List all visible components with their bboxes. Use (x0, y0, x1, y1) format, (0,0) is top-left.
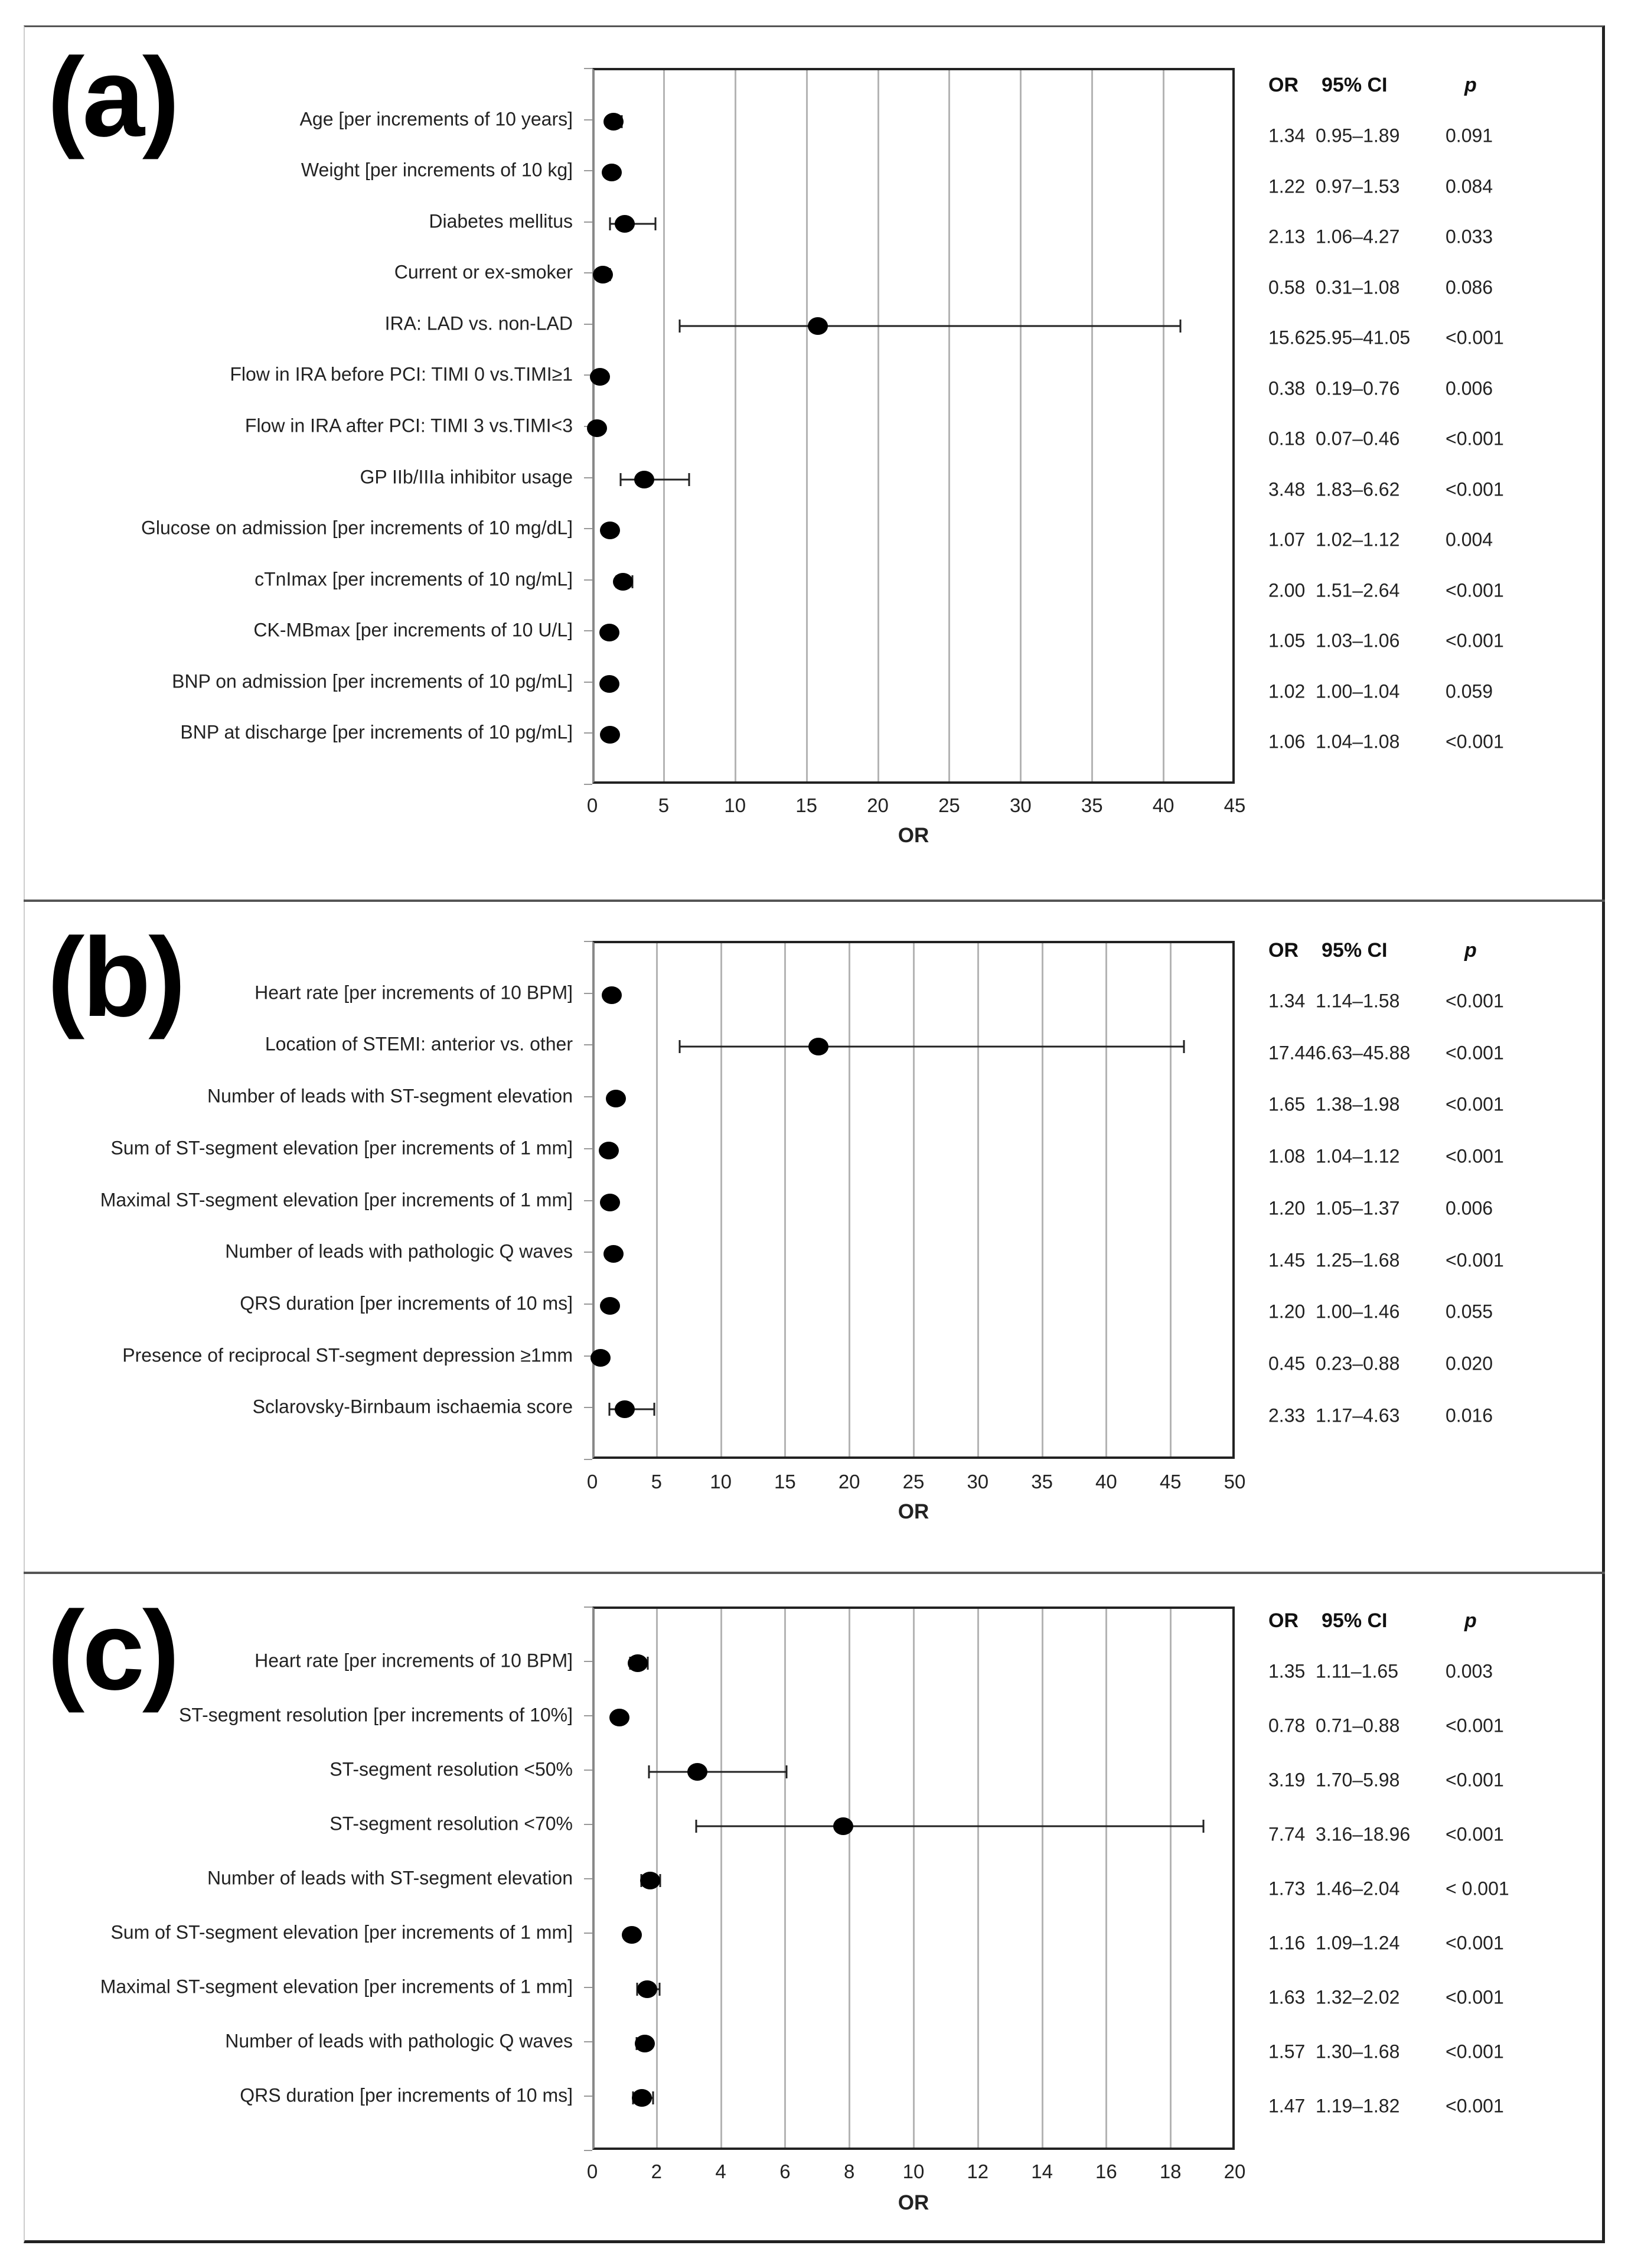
x-tick-label: 14 (1031, 2161, 1053, 2182)
or-value: 15.62 (1268, 327, 1316, 348)
gridline (1170, 943, 1172, 1456)
y-tick (584, 1044, 592, 1045)
y-tick (584, 528, 592, 529)
or-value: 2.33 (1268, 1405, 1306, 1426)
row-label: Weight [per increments of 10 kg] (301, 159, 573, 181)
y-tick (584, 941, 592, 942)
or-point-marker (600, 1194, 620, 1211)
y-tick (584, 170, 592, 171)
ci-cap (1203, 1820, 1205, 1833)
x-tick-label: 40 (1152, 794, 1174, 816)
y-tick (584, 993, 592, 994)
y-tick (584, 2096, 592, 2097)
y-tick (584, 1407, 592, 1408)
row-label: Location of STEMI: anterior vs. other (265, 1033, 573, 1055)
row-label: CK-MBmax [per increments of 10 U/L] (253, 619, 573, 641)
gridline (663, 70, 665, 781)
ci-cap (689, 473, 690, 486)
gridline (1170, 1609, 1172, 2148)
ci-value: 0.71–0.88 (1316, 1715, 1400, 1736)
or-point-marker (687, 1763, 707, 1781)
y-tick (584, 732, 592, 734)
p-value: 0.006 (1446, 377, 1493, 399)
y-tick (584, 221, 592, 223)
gridline (1042, 1609, 1043, 2148)
ci-cap (609, 217, 611, 230)
p-value: 0.059 (1446, 680, 1493, 702)
ci-cap (620, 473, 622, 486)
row-label: QRS duration [per increments of 10 ms] (240, 2084, 573, 2106)
row-label: Flow in IRA after PCI: TIMI 3 vs.TIMI<3 (244, 415, 573, 436)
ci-value: 1.19–1.82 (1316, 2095, 1400, 2117)
or-value: 1.02 (1268, 680, 1306, 702)
p-value: 0.016 (1446, 1405, 1493, 1426)
row-label: Glucose on admission [per increments of 10 mg/dL] (141, 517, 573, 539)
gridline (784, 1609, 786, 2148)
x-tick-label: 35 (1031, 1471, 1053, 1493)
y-tick (584, 1987, 592, 1988)
gridline (977, 943, 979, 1456)
x-tick-label: 10 (710, 1471, 732, 1493)
y-tick (584, 272, 592, 273)
or-point-marker (615, 1400, 635, 1418)
p-value: <0.001 (1446, 2041, 1504, 2062)
ci-value: 0.31–1.08 (1316, 276, 1400, 298)
y-tick (584, 1770, 592, 1771)
ci-cap (1180, 320, 1182, 333)
ci-value: 1.25–1.68 (1316, 1249, 1400, 1270)
p-value: <0.001 (1446, 327, 1504, 348)
ci-value: 1.32–2.02 (1316, 1986, 1400, 2008)
gridline (913, 1609, 915, 2148)
ci-value: 1.00–1.46 (1316, 1301, 1400, 1322)
or-point-marker (628, 1654, 648, 1672)
ci-value: 1.83–6.62 (1316, 478, 1400, 500)
x-tick-label: 12 (967, 2161, 989, 2182)
row-label: Number of leads with pathologic Q waves (225, 2030, 573, 2052)
plot-area (592, 68, 1235, 784)
y-tick (584, 630, 592, 631)
or-value: 3.19 (1268, 1769, 1306, 1791)
y-tick (584, 579, 592, 581)
panel-divider (24, 900, 1605, 902)
x-tick-label: 5 (658, 794, 670, 816)
ci-error-bar (649, 1771, 787, 1773)
p-value: <0.001 (1446, 1145, 1504, 1167)
p-value: <0.001 (1446, 1769, 1504, 1791)
row-label: Diabetes mellitus (429, 210, 573, 232)
p-value: 0.086 (1446, 276, 1493, 298)
row-label: cTnImax [per increments of 10 ng/mL] (255, 568, 573, 590)
or-value: 1.20 (1268, 1197, 1306, 1219)
panel-label: (c) (47, 1588, 178, 1713)
y-tick (584, 1824, 592, 1825)
gridline (1105, 1609, 1107, 2148)
table-header-or: OR (1268, 939, 1299, 962)
or-point-marker (808, 317, 828, 335)
row-label: BNP on admission [per increments of 10 pg/mL] (172, 670, 573, 692)
ci-cap (695, 1820, 697, 1833)
y-tick (584, 1878, 592, 1879)
or-value: 1.07 (1268, 529, 1306, 550)
or-point-marker (613, 573, 633, 591)
row-label: Sum of ST-segment elevation [per increments of 1 mm] (110, 1137, 573, 1159)
or-value: 7.74 (1268, 1823, 1306, 1845)
gridline (806, 70, 808, 781)
or-value: 1.47 (1268, 2095, 1306, 2117)
plot-area (592, 941, 1235, 1459)
x-tick-label: 5 (651, 1471, 662, 1493)
p-value: <0.001 (1446, 630, 1504, 651)
p-value: <0.001 (1446, 428, 1504, 449)
row-label: Heart rate [per increments of 10 BPM] (255, 1650, 573, 1671)
ci-error-bar (680, 1046, 1184, 1048)
x-tick-label: 25 (902, 1471, 925, 1493)
or-value: 1.08 (1268, 1145, 1306, 1167)
ci-value: 1.14–1.58 (1316, 990, 1400, 1012)
gridline (735, 70, 736, 781)
p-value: <0.001 (1446, 579, 1504, 601)
or-value: 0.18 (1268, 428, 1306, 449)
gridline (913, 943, 915, 1456)
or-value: 0.38 (1268, 377, 1306, 399)
ci-cap (679, 1040, 681, 1053)
row-label: Presence of reciprocal ST-segment depression ≥1mm (122, 1344, 573, 1366)
p-value: 0.091 (1446, 125, 1493, 146)
y-tick (584, 784, 592, 785)
x-tick-label: 18 (1159, 2161, 1182, 2182)
or-point-marker (632, 2089, 652, 2107)
ci-value: 0.23–0.88 (1316, 1353, 1400, 1374)
or-point-marker (808, 1038, 828, 1055)
ci-value: 1.30–1.68 (1316, 2041, 1400, 2062)
or-point-marker (622, 1926, 642, 1944)
panel-divider (24, 1572, 1605, 1574)
ci-value: 1.02–1.12 (1316, 529, 1400, 550)
or-point-marker (615, 215, 635, 233)
or-value: 1.06 (1268, 731, 1306, 752)
ci-cap (678, 320, 680, 333)
or-point-marker (606, 1090, 626, 1107)
y-tick (584, 1200, 592, 1201)
ci-value: 1.11–1.65 (1316, 1660, 1398, 1682)
or-point-marker (590, 368, 610, 386)
or-value: 0.58 (1268, 276, 1306, 298)
p-value: < 0.001 (1446, 1878, 1509, 1899)
p-value: <0.001 (1446, 1986, 1504, 2008)
or-value: 0.78 (1268, 1715, 1306, 1736)
p-value: <0.001 (1446, 1042, 1504, 1064)
gridline (1105, 943, 1107, 1456)
or-value: 2.00 (1268, 579, 1306, 601)
p-value: 0.006 (1446, 1197, 1493, 1219)
row-label: Heart rate [per increments of 10 BPM] (255, 982, 573, 1003)
x-tick-label: 10 (902, 2161, 925, 2182)
p-value: <0.001 (1446, 1093, 1504, 1115)
or-value: 17.44 (1268, 1042, 1316, 1064)
ci-value: 1.51–2.64 (1316, 579, 1400, 601)
y-tick (584, 1304, 592, 1305)
ci-cap (658, 1983, 660, 1996)
gridline (977, 1609, 979, 2148)
or-point-marker (609, 1709, 629, 1726)
y-tick (584, 1459, 592, 1460)
ci-value: 1.38–1.98 (1316, 1093, 1400, 1115)
ci-cap (786, 1765, 788, 1778)
or-value: 2.13 (1268, 226, 1306, 247)
or-point-marker (599, 624, 619, 641)
or-point-marker (603, 1245, 624, 1263)
table-header-or: OR (1268, 74, 1299, 96)
x-tick-label: 10 (724, 794, 746, 816)
ci-value: 1.00–1.04 (1316, 680, 1400, 702)
ci-cap (653, 1403, 655, 1416)
y-tick (584, 682, 592, 683)
plot-area (592, 1606, 1235, 2150)
or-point-marker (590, 1349, 611, 1367)
x-tick-label: 35 (1081, 794, 1103, 816)
ci-value: 1.04–1.08 (1316, 731, 1400, 752)
p-value: 0.003 (1446, 1660, 1493, 1682)
or-value: 1.63 (1268, 1986, 1306, 2008)
x-tick-label: 45 (1224, 794, 1246, 816)
x-axis-title: OR (898, 1500, 929, 1523)
y-tick (584, 1148, 592, 1149)
table-header-p: p (1464, 1609, 1477, 1632)
gridline (877, 70, 879, 781)
ci-value: 0.19–0.76 (1316, 377, 1400, 399)
or-value: 0.45 (1268, 1353, 1306, 1374)
row-label: Sclarovsky-Birnbaum ischaemia score (252, 1396, 573, 1418)
y-tick (584, 1933, 592, 1934)
p-value: <0.001 (1446, 2095, 1504, 2117)
gridline (1020, 70, 1022, 781)
p-value: <0.001 (1446, 731, 1504, 752)
ci-value: 1.46–2.04 (1316, 1878, 1400, 1899)
panel-label: (b) (47, 915, 184, 1040)
or-value: 1.34 (1268, 990, 1306, 1012)
or-value: 1.34 (1268, 125, 1306, 146)
y-tick (584, 1096, 592, 1097)
p-value: <0.001 (1446, 478, 1504, 500)
gridline (849, 943, 850, 1456)
ci-error-bar (680, 325, 1181, 327)
x-tick-label: 2 (651, 2161, 662, 2182)
or-point-marker (587, 419, 607, 437)
row-label: QRS duration [per increments of 10 ms] (240, 1292, 573, 1314)
y-tick (584, 119, 592, 120)
ci-cap (648, 1765, 650, 1778)
p-value: 0.004 (1446, 529, 1493, 550)
y-tick (584, 68, 592, 69)
row-label: Number of leads with ST-segment elevation (207, 1867, 573, 1889)
p-value: <0.001 (1446, 1823, 1504, 1845)
y-tick (584, 1606, 592, 1608)
row-label: Maximal ST-segment elevation [per increments of 1 mm] (100, 1976, 573, 1997)
p-value: <0.001 (1446, 1932, 1504, 1954)
p-value: <0.001 (1446, 1715, 1504, 1736)
ci-value: 0.95–1.89 (1316, 125, 1400, 146)
or-value: 1.22 (1268, 175, 1306, 197)
y-tick (584, 324, 592, 325)
row-label: BNP at discharge [per increments of 10 pg/mL] (180, 721, 573, 743)
x-tick-label: 4 (715, 2161, 726, 2182)
or-point-marker (634, 471, 654, 488)
row-label: Maximal ST-segment elevation [per increments of 1 mm] (100, 1189, 573, 1210)
or-point-marker (599, 675, 619, 693)
row-label: Flow in IRA before PCI: TIMI 0 vs.TIMI≥1 (230, 363, 573, 385)
row-label: Current or ex-smoker (394, 261, 573, 283)
gridline (1163, 70, 1164, 781)
row-label: GP IIb/IIIa inhibitor usage (360, 466, 573, 488)
or-point-marker (593, 266, 613, 284)
table-header-or: OR (1268, 1609, 1299, 1632)
ci-error-bar (621, 478, 689, 480)
ci-value: 1.70–5.98 (1316, 1769, 1400, 1791)
y-tick (584, 2150, 592, 2151)
x-tick-label: 20 (867, 794, 889, 816)
ci-value: 6.63–45.88 (1316, 1042, 1411, 1064)
ci-value: 0.97–1.53 (1316, 175, 1400, 197)
x-tick-label: 0 (586, 2161, 598, 2182)
or-value: 1.57 (1268, 2041, 1306, 2062)
x-tick-label: 40 (1095, 1471, 1117, 1493)
x-tick-label: 30 (1009, 794, 1032, 816)
or-point-marker (603, 113, 624, 131)
gridline (1042, 943, 1043, 1456)
or-value: 1.45 (1268, 1249, 1306, 1270)
row-label: Sum of ST-segment elevation [per increments of 1 mm] (110, 1921, 573, 1943)
or-value: 1.65 (1268, 1093, 1306, 1115)
ci-value: 1.05–1.37 (1316, 1197, 1400, 1219)
x-tick-label: 20 (838, 1471, 860, 1493)
p-value: 0.055 (1446, 1301, 1493, 1322)
ci-value: 1.04–1.12 (1316, 1145, 1400, 1167)
or-point-marker (599, 1142, 619, 1159)
gridline (656, 943, 658, 1456)
panel-label: (a) (47, 35, 178, 160)
x-tick-label: 0 (586, 1471, 598, 1493)
x-tick-label: 8 (844, 2161, 855, 2182)
or-point-marker (635, 2035, 655, 2052)
gridline (784, 943, 786, 1456)
or-point-marker (637, 1980, 657, 1998)
x-tick-label: 30 (967, 1471, 989, 1493)
y-tick (584, 1252, 592, 1253)
x-tick-label: 45 (1159, 1471, 1182, 1493)
or-value: 1.05 (1268, 630, 1306, 651)
ci-value: 1.03–1.06 (1316, 630, 1400, 651)
x-tick-label: 25 (938, 794, 960, 816)
p-value: <0.001 (1446, 1249, 1504, 1270)
x-axis-title: OR (898, 824, 929, 847)
row-label: ST-segment resolution <70% (329, 1813, 573, 1834)
y-tick (584, 2041, 592, 2042)
p-value: 0.033 (1446, 226, 1493, 247)
table-header-ci: 95% CI (1322, 939, 1388, 962)
p-value: <0.001 (1446, 990, 1504, 1012)
x-tick-label: 6 (779, 2161, 791, 2182)
gridline (948, 70, 950, 781)
p-value: 0.020 (1446, 1353, 1493, 1374)
x-tick-label: 15 (774, 1471, 796, 1493)
ci-error-bar (696, 1826, 1204, 1827)
y-tick (584, 477, 592, 478)
x-axis-title: OR (898, 2191, 929, 2214)
ci-cap (652, 2091, 654, 2104)
x-tick-label: 50 (1224, 1471, 1246, 1493)
table-header-ci: 95% CI (1322, 74, 1388, 96)
ci-cap (609, 1403, 611, 1416)
or-point-marker (600, 522, 620, 539)
x-tick-label: 16 (1095, 2161, 1117, 2182)
ci-cap (655, 217, 657, 230)
gridline (720, 1609, 722, 2148)
p-value: 0.084 (1446, 175, 1493, 197)
or-point-marker (600, 1297, 620, 1315)
x-tick-label: 20 (1224, 2161, 1246, 2182)
or-value: 3.48 (1268, 478, 1306, 500)
x-tick-label: 0 (586, 794, 598, 816)
row-label: IRA: LAD vs. non-LAD (384, 312, 573, 334)
or-value: 1.16 (1268, 1932, 1306, 1954)
or-value: 1.20 (1268, 1301, 1306, 1322)
ci-value: 1.09–1.24 (1316, 1932, 1400, 1954)
y-tick (584, 1661, 592, 1662)
or-point-marker (600, 726, 620, 744)
row-label: Number of leads with pathologic Q waves (225, 1240, 573, 1262)
ci-value: 5.95–41.05 (1316, 327, 1411, 348)
row-label: Age [per increments of 10 years] (299, 108, 573, 130)
or-point-marker (602, 164, 622, 181)
table-header-p: p (1464, 74, 1477, 96)
or-point-marker (602, 986, 622, 1004)
row-label: ST-segment resolution [per increments of 10%] (179, 1704, 573, 1726)
table-header-ci: 95% CI (1322, 1609, 1388, 1632)
table-header-p: p (1464, 939, 1477, 962)
ci-value: 1.17–4.63 (1316, 1405, 1400, 1426)
ci-value: 0.07–0.46 (1316, 428, 1400, 449)
or-value: 1.35 (1268, 1660, 1306, 1682)
gridline (1091, 70, 1093, 781)
ci-cap (1183, 1040, 1185, 1053)
gridline (849, 1609, 850, 2148)
or-point-marker (833, 1817, 853, 1835)
x-tick-label: 15 (795, 794, 818, 816)
ci-value: 3.16–18.96 (1316, 1823, 1411, 1845)
row-label: ST-segment resolution <50% (329, 1758, 573, 1780)
gridline (720, 943, 722, 1456)
or-point-marker (640, 1872, 660, 1889)
y-tick (584, 1715, 592, 1716)
or-value: 1.73 (1268, 1878, 1306, 1899)
row-label: Number of leads with ST-segment elevation (207, 1085, 573, 1107)
ci-value: 1.06–4.27 (1316, 226, 1400, 247)
